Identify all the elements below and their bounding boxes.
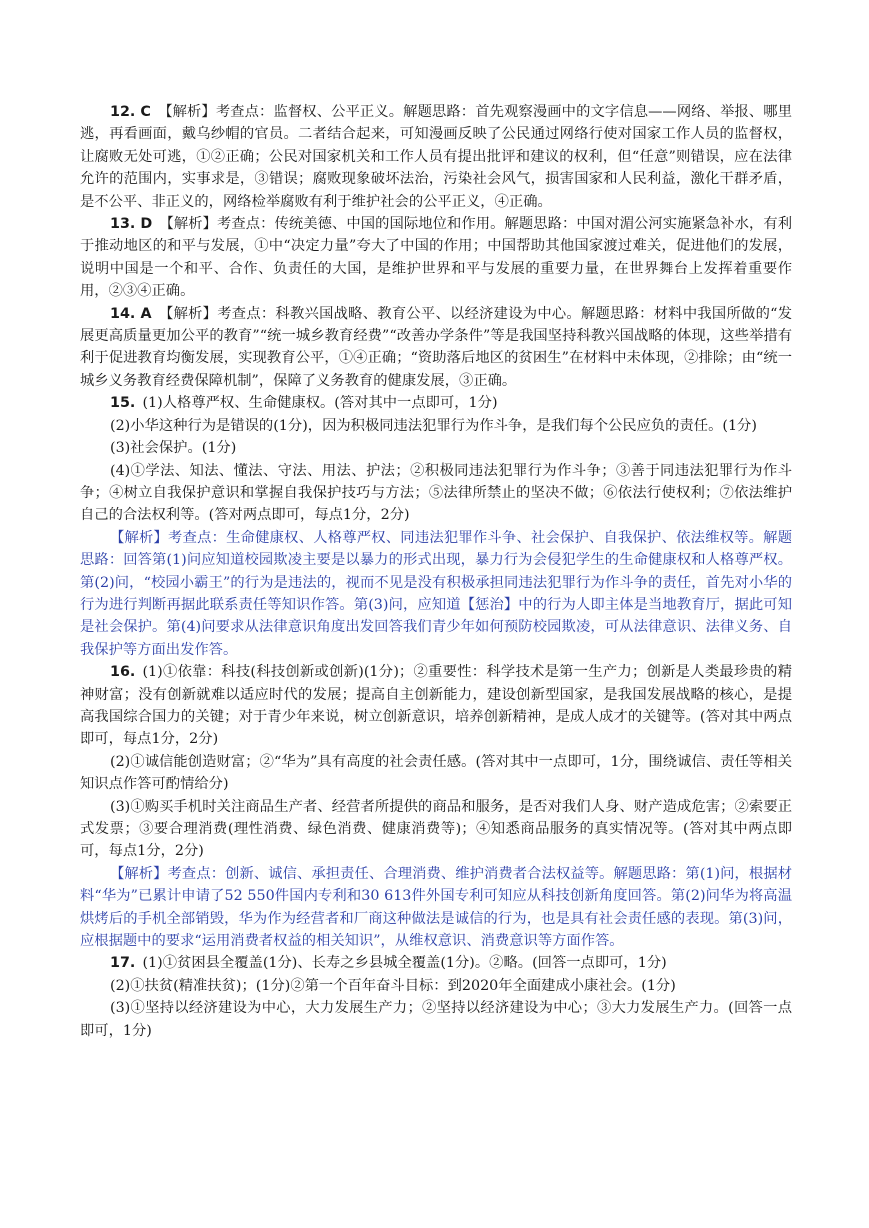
answer-paragraph <box>80 975 792 997</box>
paragraph-text: (2)①诚信能创造财富；②“华为”具有高度的社会责任感。(答对其中一点即可，1分，围绕诚信、责任等相关知识点作答可酌情给分) <box>80 753 792 793</box>
answer-content <box>80 101 792 1042</box>
answer-paragraph <box>80 213 792 303</box>
paragraph-text: 【解析】考查点：生命健康权、人格尊严权、同违法犯罪作斗争、社会保护、自我保护、依法维权等。解题思路：回答第(1)问应知道校园欺凌主要是以暴力的形式出现，暴力行为会侵犯学生的生命健康权和人格尊严权。第(2)问，“校园小霸王”的行为是违法的，视而不见是没有积极承担同违法犯罪行为作斗争的责任，首先对小华的行为进行判断再据此联系责任等知识作答。第(3)问，应知道【惩治】中的行为人即主体是当地教育厅，据此可知是社会保护。第(4)问要求从法律意识角度出发回答我们青少年如何预防校园欺凌，可从法律意识、法律义务、自我保护等方面出发作答。 <box>80 529 792 658</box>
answer-paragraph <box>80 303 792 393</box>
paragraph-text: (2)小华这种行为是错误的(1分)，因为积极同违法犯罪行为作斗争，是我们每个公民应负的责任。(1分) <box>110 417 757 434</box>
answer-paragraph <box>80 952 792 974</box>
answer-paragraph <box>80 997 792 1042</box>
question-number: 15. <box>110 395 136 412</box>
paragraph-text: 【解析】考查点：监督权、公平正义。解题思路：首先观察漫画中的文字信息——网络、举报、哪里逃，再看画面，戴乌纱帽的官员。二者结合起来，可知漫画反映了公民通过网络行使对国家工作人员的监督权，让腐败无处可逃，①②正确；公民对国家机关和工作人员有提出批评和建议的权利，但“任意”则错误，应在法律允许的范围内，实事求是，③错误；腐败现象破坏法治，污染社会风气，损害国家和人民利益，激化干群矛盾，是不公平、非正义的，网络检举腐败有利于维护社会的公平正义，④正确。 <box>80 104 793 210</box>
paragraph-text: 【解析】考查点：创新、诚信、承担责任、合理消费、维护消费者合法权益等。解题思路：第(1)问，根据材料“华为”已累计申请了52 550件国内专利和30 613件外国专利可知应从科技创新角度回答。第(2)问华为将高温烘烤后的手机全部销毁，华为作为经营者和厂商这种做法是诚信的行为，也是具有社会责任感的表现。第(3)问，应根据题中的要求“运用消费者权益的相关知识”，从维权意识、消费意识等方面作答。 <box>80 865 792 950</box>
question-number: 17. <box>110 955 136 972</box>
answer-paragraph <box>80 751 792 796</box>
analysis-paragraph <box>80 527 792 661</box>
question-number: 14. A <box>110 305 152 322</box>
question-number: 16. <box>110 664 136 681</box>
paragraph-text: (4)①学法、知法、懂法、守法、用法、护法；②积极同违法犯罪行为作斗争；③善于同违法犯罪行为作斗争；④树立自我保护意识和掌握自我保护技巧与方法；⑤法律所禁止的坚决不做；⑥依法行使权利；⑦依法维护自己的合法权利等。(答对两点即可，每点1分，2分) <box>80 462 792 524</box>
answer-paragraph <box>80 101 792 213</box>
answer-paragraph <box>80 437 792 459</box>
answer-paragraph <box>80 796 792 863</box>
answer-paragraph <box>80 661 792 751</box>
answer-paragraph <box>80 460 792 527</box>
paragraph-text: (3)社会保护。(1分) <box>110 440 237 457</box>
paragraph-text: 【解析】考查点：科教兴国战略、教育公平、以经济建设为中心。解题思路：材料中我国所做的“发展更高质量更加公平的教育”“统一城乡教育经费”“改善办学条件”等是我国坚持科教兴国战略的体现，这些举措有利于促进教育均衡发展，实现教育公平，①④正确；“资助落后地区的贫困生”在材料中未体现，②排除；由“统一城乡义务教育经费保障机制”，保障了义务教育的健康发展，③正确。 <box>80 305 792 389</box>
paragraph-text: 【解析】考查点：传统美德、中国的国际地位和作用。解题思路：中国对湄公河实施紧急补水，有利于推动地区的和平与发展，①中“决定力量”夸大了中国的作用；中国帮助其他国家渡过难关，促进他们的发展，说明中国是一个和平、合作、负责任的大国，是维护世界和平与发展的重要力量，在世界舞台上发挥着重要作用，②③④正确。 <box>80 216 793 300</box>
answer-paragraph <box>80 392 792 414</box>
paragraph-text: (3)①坚持以经济建设为中心，大力发展生产力；②坚持以经济建设为中心；③大力发展生产力。(回答一点即可，1分) <box>80 1000 792 1039</box>
analysis-paragraph <box>80 863 792 953</box>
paragraph-text: (1)①依靠：科技(科技创新或创新)(1分)；②重要性：科学技术是第一生产力；创新是人类最珍贵的精神财富；没有创新就难以适应时代的发展；提高自主创新能力，建设创新型国家，是我国发展战略的核心，是提高我国综合国力的关键；对于青少年来说，树立创新意识，培养创新精神，是成人成才的关键等。(答对其中两点即可，每点1分，2分) <box>80 664 792 748</box>
paragraph-text: (1)①贫困县全覆盖(1分)、长寿之乡县城全覆盖(1分)。②略。(回答一点即可，1分) <box>142 955 667 972</box>
question-number: 13. D <box>110 216 153 233</box>
answer-paragraph <box>80 415 792 437</box>
paragraph-text: (2)①扶贫(精准扶贫)；(1分)②第一个百年奋斗目标：到2020年全面建成小康社会。(1分) <box>110 977 676 994</box>
question-number: 12. C <box>110 104 151 120</box>
paragraph-text: (3)①购买手机时关注商品生产者、经营者所提供的商品和服务，是否对我们人身、财产造成危害；②索要正式发票；③要合理消费(理性消费、绿色消费、健康消费等)；④知悉商品服务的真实情况等。(答对其中两点即可，每点1分，2分) <box>80 798 792 860</box>
paragraph-text: (1)人格尊严权、生命健康权。(答对其中一点即可，1分) <box>142 395 498 412</box>
